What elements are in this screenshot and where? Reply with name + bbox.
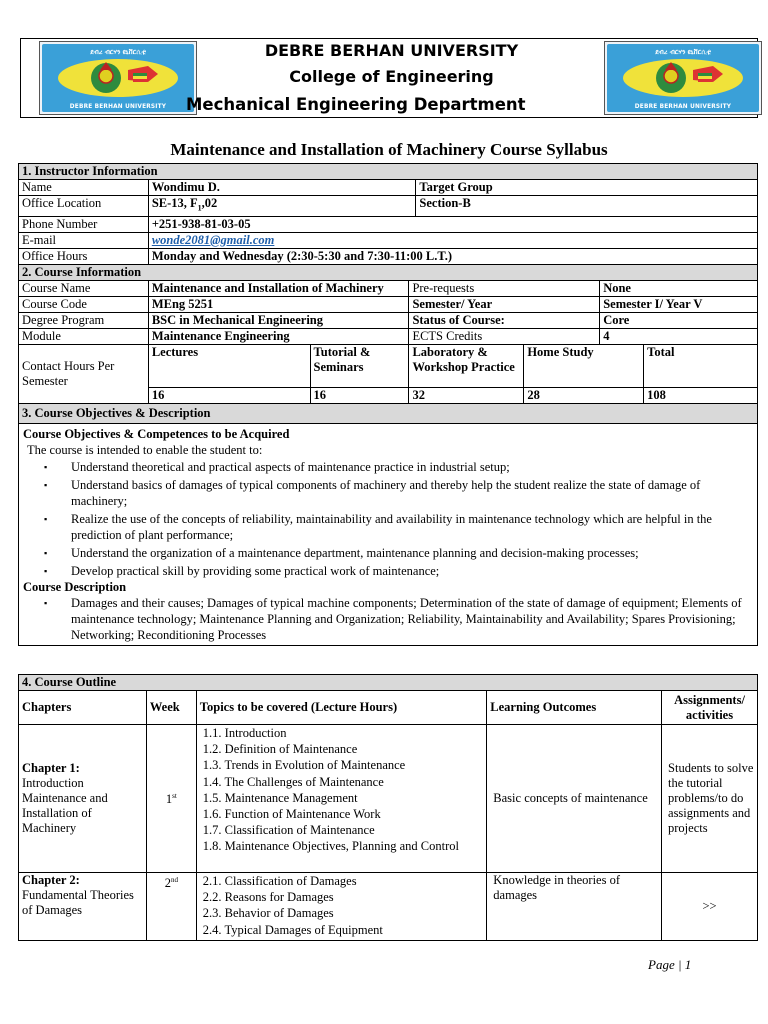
- list-item: 2.3. Behavior of Damages: [202, 906, 334, 921]
- row-label: Phone Number: [19, 216, 149, 232]
- list-item: ▪ Understand basics of damages of typical components of machinery and thereby help the student realize the state of damage of machinery;: [71, 477, 753, 509]
- list-item: 1.5. Maintenance Management: [202, 790, 358, 805]
- course-code: MEng 5251: [151, 296, 214, 311]
- list-item: 2.1. Classification of Damages: [202, 874, 357, 888]
- learning-outcome: Basic concepts of maintenance: [487, 725, 662, 873]
- list-item: ▪ Develop practical skill by providing some practical work of maintenance;: [71, 563, 753, 579]
- page-title: Maintenance and Installation of Machinery Course Syllabus: [170, 140, 608, 159]
- chapter-label: Chapter 1:: [22, 761, 80, 775]
- objectives-body: [19, 423, 758, 645]
- section-instructor-title: 1. Instructor Information: [19, 164, 758, 180]
- contact-value: 16: [313, 387, 327, 402]
- contact-value: 28: [527, 387, 540, 402]
- list-item: 1.6. Function of Maintenance Work: [202, 807, 381, 822]
- row-label: E-mail: [19, 232, 149, 248]
- table-row: [19, 873, 758, 941]
- row-label: Course Code: [19, 296, 149, 312]
- assignment-activity: >>: [662, 873, 758, 941]
- week-cell: 1st: [146, 725, 196, 873]
- instructor-name: Wondimu D.: [151, 180, 220, 194]
- course-status: Core: [603, 312, 630, 327]
- row-label: Course Name: [19, 280, 149, 296]
- description-title: Course Description: [23, 579, 127, 594]
- email-link[interactable]: wonde2081@gmail.com: [151, 232, 275, 247]
- chapter-title: Introduction Maintenance and Installation of Machinery: [22, 776, 108, 835]
- list-item: ▪ Understand the organization of a maintenance department, maintenance planning and decision-making processes;: [71, 545, 753, 561]
- logo-amharic-text: ደብረ ብርሃን ዩኒቨርሲቲ: [90, 48, 146, 56]
- course-outline-table: [18, 674, 758, 941]
- list-item: 2.2. Reasons for Damages: [202, 890, 334, 905]
- list-item: 1.4. The Challenges of Maintenance: [202, 774, 384, 789]
- section-outline-title: 4. Course Outline: [19, 675, 758, 691]
- logo-amharic-text: ደብረ ብርሃን ዩኒቨርሲቲ: [655, 48, 711, 56]
- contact-header: Home Study: [527, 344, 594, 359]
- contact-header: Total: [647, 344, 675, 359]
- chapter-title: Fundamental Theories of Damages: [22, 888, 134, 917]
- syllabus-info-table: [18, 163, 758, 646]
- course-name: Maintenance and Installation of Machinery: [151, 280, 384, 295]
- phone-number: +251-938-81-03-05: [151, 216, 251, 231]
- list-item: 1.1. Introduction: [202, 726, 287, 740]
- contact-hours-label: Contact Hours Per Semester: [19, 344, 149, 403]
- college-name: College of Engineering: [289, 67, 494, 86]
- logo-emblem-icon: [613, 56, 753, 100]
- page-number: Page | 1: [648, 957, 692, 972]
- section-course-title: 2. Course Information: [19, 264, 758, 280]
- contact-value: 108: [647, 387, 666, 402]
- list-item: 1.8. Maintenance Objectives, Planning and Control: [202, 839, 459, 854]
- row-label: Office Location: [19, 196, 149, 217]
- column-header: Topics to be covered (Lecture Hours): [199, 700, 398, 714]
- column-header: Assignments/ activities: [674, 692, 745, 722]
- logo-english-text: DEBRE BERHAN UNIVERSITY: [69, 104, 167, 110]
- list-item: ▪ Realize the use of the concepts of reliability, maintainability and availability in maintenance technology which are helpful in the prediction of plant performance;: [71, 511, 753, 543]
- objectives-list: [23, 459, 753, 579]
- degree-program: BSC in Mechanical Engineering: [151, 312, 324, 327]
- contact-value: 16: [151, 387, 165, 402]
- table-row: [19, 725, 758, 873]
- objectives-intro: The course is intended to enable the student to:: [27, 442, 263, 457]
- row-label: Name: [19, 180, 149, 196]
- university-logo-left: [39, 41, 197, 115]
- description-list: [23, 595, 753, 643]
- row-label: Module: [19, 328, 149, 344]
- contact-value: 32: [412, 387, 425, 402]
- document-header: [20, 38, 758, 118]
- module: Maintenance Engineering: [151, 328, 290, 343]
- office-hours: Monday and Wednesday (2:30-5:30 and 7:30-11:00 L.T.): [151, 248, 453, 263]
- topics-list: [203, 725, 484, 855]
- target-group-label: Target Group: [419, 180, 493, 194]
- contact-header: Lectures: [151, 344, 199, 359]
- list-item: 1.2. Definition of Maintenance: [202, 742, 358, 757]
- row-label: Semester/ Year: [412, 296, 493, 311]
- list-item: ▪ Damages and their causes; Damages of typical machine components; Determination of the state of damage of equipment; Elements of maintenance technology; Maintenance Planning and Organization; Reliability, Maintainability and Availability; Spares Provisioning; Networking; Reconditioning Processes: [71, 595, 753, 643]
- learning-outcome: Knowledge in theories of damages: [487, 873, 662, 941]
- list-item: 1.3. Trends in Evolution of Maintenance: [202, 758, 406, 773]
- list-item: 1.7. Classification of Maintenance: [202, 823, 375, 838]
- row-label: Status of Course:: [412, 312, 505, 327]
- semester-year: Semester I/ Year V: [603, 296, 703, 311]
- column-header: Week: [149, 700, 180, 714]
- section-value: Section-B: [419, 196, 471, 210]
- university-logo-right: [604, 41, 762, 115]
- university-name: DEBRE BERHAN UNIVERSITY: [264, 41, 519, 60]
- department-name: Mechanical Engineering Department: [186, 95, 526, 114]
- objectives-subtitle: Course Objectives & Competences to be Acquired: [23, 426, 290, 441]
- row-label: Pre-requests: [409, 280, 600, 296]
- row-label: ECTS Credits: [409, 328, 600, 344]
- logo-emblem-icon: [48, 56, 188, 100]
- contact-header: Tutorial & Seminars: [313, 344, 371, 374]
- office-location: SE-13, $F_1,02$: [151, 196, 218, 213]
- column-header: Learning Outcomes: [490, 700, 597, 714]
- row-label: Office Hours: [19, 248, 149, 264]
- ects-credits: 4: [603, 328, 610, 343]
- topics-list: [203, 873, 484, 938]
- chapter-label: Chapter 2:: [22, 873, 80, 887]
- assignment-activity: Students to solve the tutorial problems/to do assignments and projects: [662, 725, 758, 873]
- section-objectives-title: 3. Course Objectives & Description: [19, 403, 758, 423]
- prerequisites: None: [603, 280, 631, 295]
- list-item: ▪ Understand theoretical and practical aspects of maintenance practice in industrial setup;: [71, 459, 753, 475]
- contact-header: Laboratory & Workshop Practice: [412, 344, 515, 374]
- list-item: 2.4. Typical Damages of Equipment: [202, 922, 383, 937]
- row-label: Degree Program: [19, 312, 149, 328]
- week-cell: 2nd: [146, 873, 196, 941]
- column-header: Chapters: [22, 700, 72, 714]
- logo-english-text: DEBRE BERHAN UNIVERSITY: [634, 104, 732, 110]
